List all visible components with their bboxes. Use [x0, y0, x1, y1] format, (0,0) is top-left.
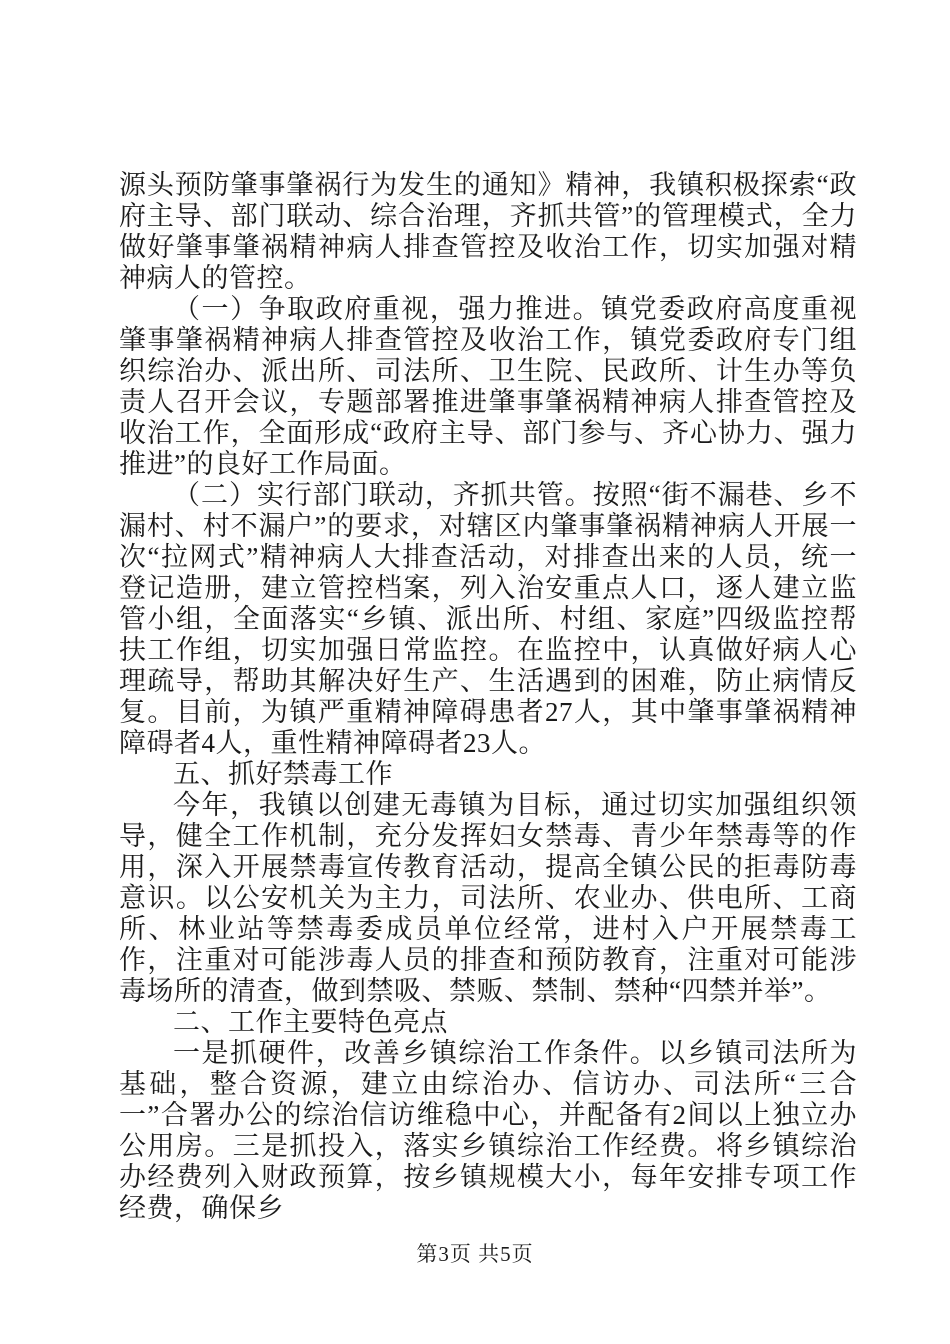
paragraph-highlights: 一是抓硬件，改善乡镇综治工作条件。以乡镇司法所为基础，整合资源，建立由综治办、信访办、司法所“三合一”合署办公的综治信访维稳中心，并配备有2间以上独立办公用房。三是抓投入，落实乡镇综治工作经费。将乡镇综治办经费列入财政预算，按乡镇规模大小，每年安排专项工作经费，确保乡 — [119, 1038, 857, 1223]
page-number-indicator: 第3页 共5页 — [416, 1242, 534, 1266]
section-heading-drug-control: 五、抓好禁毒工作 — [173, 759, 393, 789]
page-footer — [0, 1238, 950, 1268]
paragraph-drug-control: 今年，我镇以创建无毒镇为目标，通过切实加强组织领导，健全工作机制，充分发挥妇女禁毒、青少年禁毒等的作用，深入开展禁毒宣传教育活动，提高全镇公民的拒毒防毒意识。以公安机关为主力，司法所、农业办、供电所、工商所、林业站等禁毒委成员单位经常，进村入户开展禁毒工作，注重对可能涉毒人员的排查和预防教育，注重对可能涉毒场所的清查，做到禁吸、禁贩、禁制、禁种“四禁并举”。 — [119, 790, 857, 1006]
paragraph-item-1: （一）争取政府重视，强力推进。镇党委政府高度重视肇事肇祸精神病人排查管控及收治工作，镇党委政府专门组织综治办、派出所、司法所、卫生院、民政所、计生办等负责人召开会议，专题部署推进肇事肇祸精神病人排查管控及收治工作，全面形成“政府主导、部门参与、齐心协力、强力推进”的良好工作局面。 — [119, 294, 857, 479]
section-heading-highlights: 二、工作主要特色亮点 — [173, 1007, 448, 1037]
document-body — [119, 170, 857, 1224]
paragraph-item-2: （二）实行部门联动，齐抓共管。按照“街不漏巷、乡不漏村、村不漏户”的要求，对辖区内肇事肇祸精神病人开展一次“拉网式”精神病人大排查活动，对排查出来的人员，统一登记造册，建立管控档案，列入治安重点人口，逐人建立监管小组，全面落实“乡镇、派出所、村组、家庭”四级监控帮扶工作组，切实加强日常监控。在监控中，认真做好病人心理疏导，帮助其解决好生产、生活遇到的困难，防止病情反复。目前，为镇严重精神障碍患者27人，其中肇事肇祸精神障碍者4人，重性精神障碍者23人。 — [119, 480, 857, 758]
paragraph-continuation: 源头预防肇事肇祸行为发生的通知》精神，我镇积极探索“政府主导、部门联动、综合治理，齐抓共管”的管理模式，全力做好肇事肇祸精神病人排查管控及收治工作，切实加强对精神病人的管控。 — [119, 170, 857, 293]
